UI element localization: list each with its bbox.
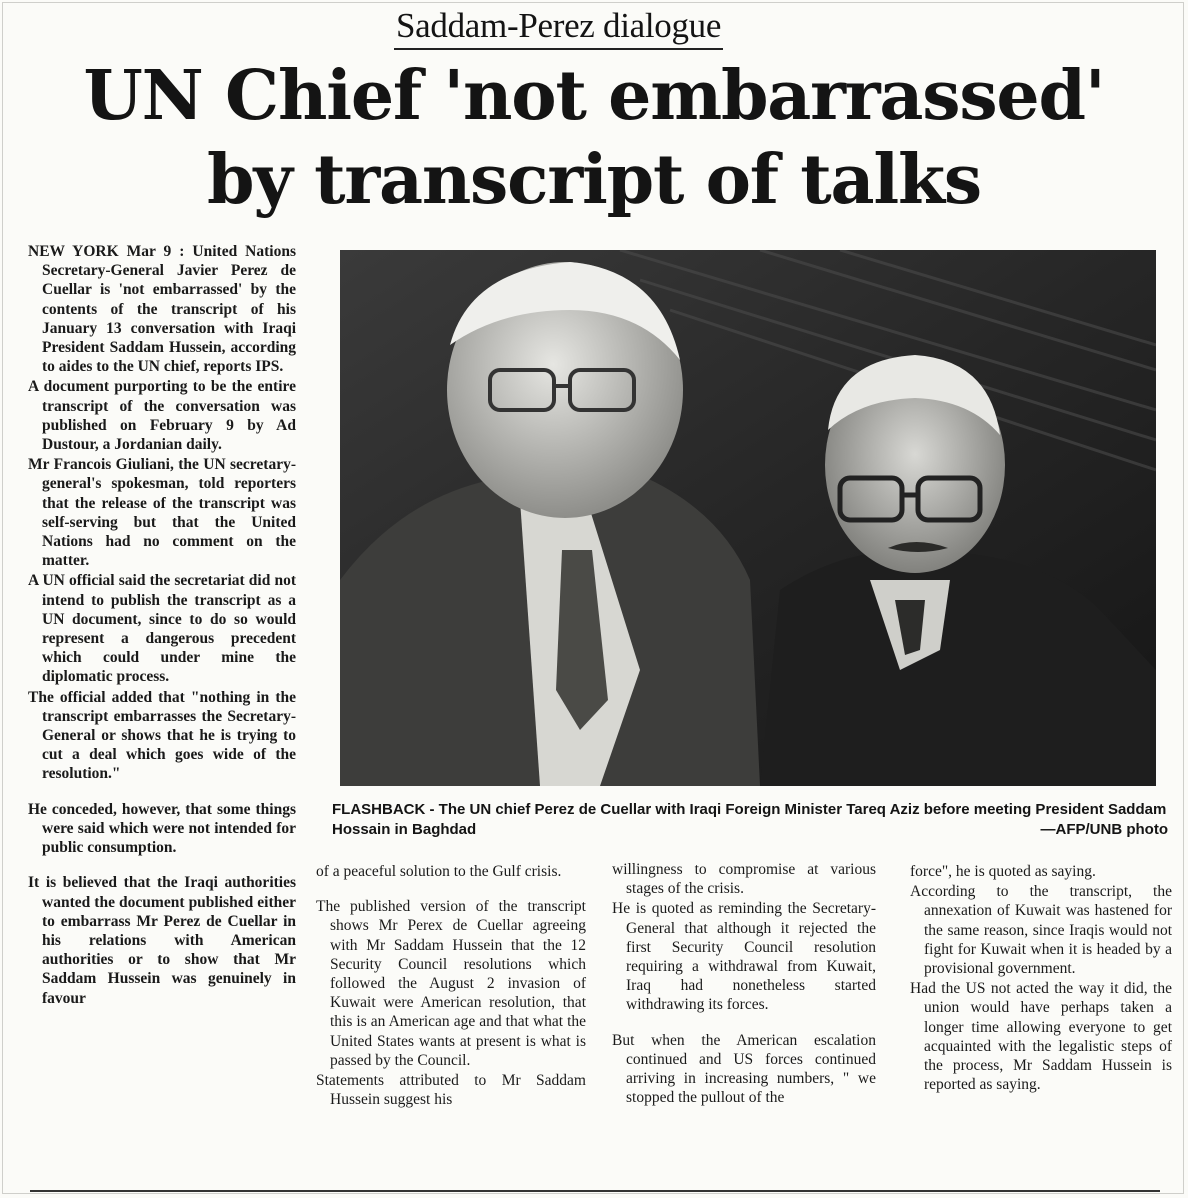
article-column-4: [910, 862, 1172, 1094]
paragraph: willingness to compromise at various stages of the crisis.: [612, 861, 876, 898]
paragraph: But when the American escalation continued and US forces continued arriving in increasing numbers, " we stopped the pullout of the: [612, 1031, 876, 1107]
paragraph: He conceded, however, that some things were said which were not intended for public consumption.: [28, 800, 296, 857]
news-photo: [340, 250, 1156, 786]
photo-credit: —AFP/UNB photo: [1040, 821, 1168, 838]
paragraph: The official added that "nothing in the transcript embarrasses the Secretary-General or shows that he is trying to cut a deal which goes wide of the resolution.": [28, 688, 296, 783]
headline-line-2: by transcript of talks: [206, 140, 982, 220]
paragraph: Mr Francois Giuliani, the UN secretary-general's spokesman, told reporters that the release of the transcript was self-serving but that the United Nations had no comment on the matter.: [28, 456, 296, 570]
headline: [0, 54, 1188, 222]
paragraph: NEW YORK Mar 9 : United Nations Secretary-General Javier Perez de Cuellar is 'not embarrassed' by the contents of the transcript of his January 13 conversation with Iraqi President Saddam Hussein, according to aides to the UN chief, reports IPS.: [28, 243, 296, 376]
photo-image: [340, 250, 1156, 786]
paragraph: Had the US not acted the way it did, the union would have perhaps taken a longer time allowing everyone to get acquainted with the legalistic steps of the process, Mr Saddam Hussein is reported as saying.: [910, 980, 1172, 1094]
article-column-2: [316, 862, 586, 1109]
paragraph: A UN official said the secretariat did not intend to publish the transcript as a UN document, since to do so would represent a dangerous precedent which could under mine the diplomatic process.: [28, 572, 296, 686]
dateline: NEW YORK Mar 9 :: [28, 243, 185, 260]
bottom-rule: [30, 1190, 1160, 1192]
paragraph: A document purporting to be the entire transcript of the conversation was published on February 9 by Ad Dustour, a Jordanian daily.: [28, 378, 296, 454]
kicker-label: Saddam-Perez dialogue: [394, 6, 723, 50]
headline-line-1: UN Chief 'not embarrassed': [83, 56, 1105, 136]
photo-caption: [332, 800, 1168, 840]
paragraph: Statements attributed to Mr Saddam Hussein suggest his: [316, 1072, 586, 1109]
paragraph: of a peaceful solution to the Gulf crisis.: [316, 863, 562, 880]
paragraph: The published version of the transcript shows Mr Perex de Cuellar agreeing with Mr Saddam Hussein that the 12 Security Council resolutions which followed the August 2 invasion of Kuwait were American resolution, that this is an American age and that what the United States wants at present is what is passed by the Council.: [316, 898, 586, 1069]
caption-text: FLASHBACK - The UN chief Perez de Cuellar with Iraqi Foreign Minister Tareq Aziz before meeting President Saddam Hossain in Baghdad: [332, 801, 1167, 838]
article-column-3: [612, 860, 876, 1107]
paragraph: force", he is quoted as saying.: [910, 863, 1096, 880]
paragraph: According to the transcript, the annexation of Kuwait was hastened for the same reason, since Iraqis would not fight for Kuwait when it is headed by a provisional government.: [910, 883, 1172, 978]
paragraph: He is quoted as reminding the Secretary-General that although it rejected the first Security Council resolution requiring a withdrawal from Kuwait, Iraq had nonetheless started withdrawing its forces.: [612, 900, 876, 1014]
article-column-1: [28, 242, 296, 1008]
paragraph: It is believed that the Iraqi authorities wanted the document published either to embarrass Mr Perez de Cuellar in his relations with American authorities or to show that Mr Saddam Hussein was genuinely in favour: [28, 874, 296, 1007]
